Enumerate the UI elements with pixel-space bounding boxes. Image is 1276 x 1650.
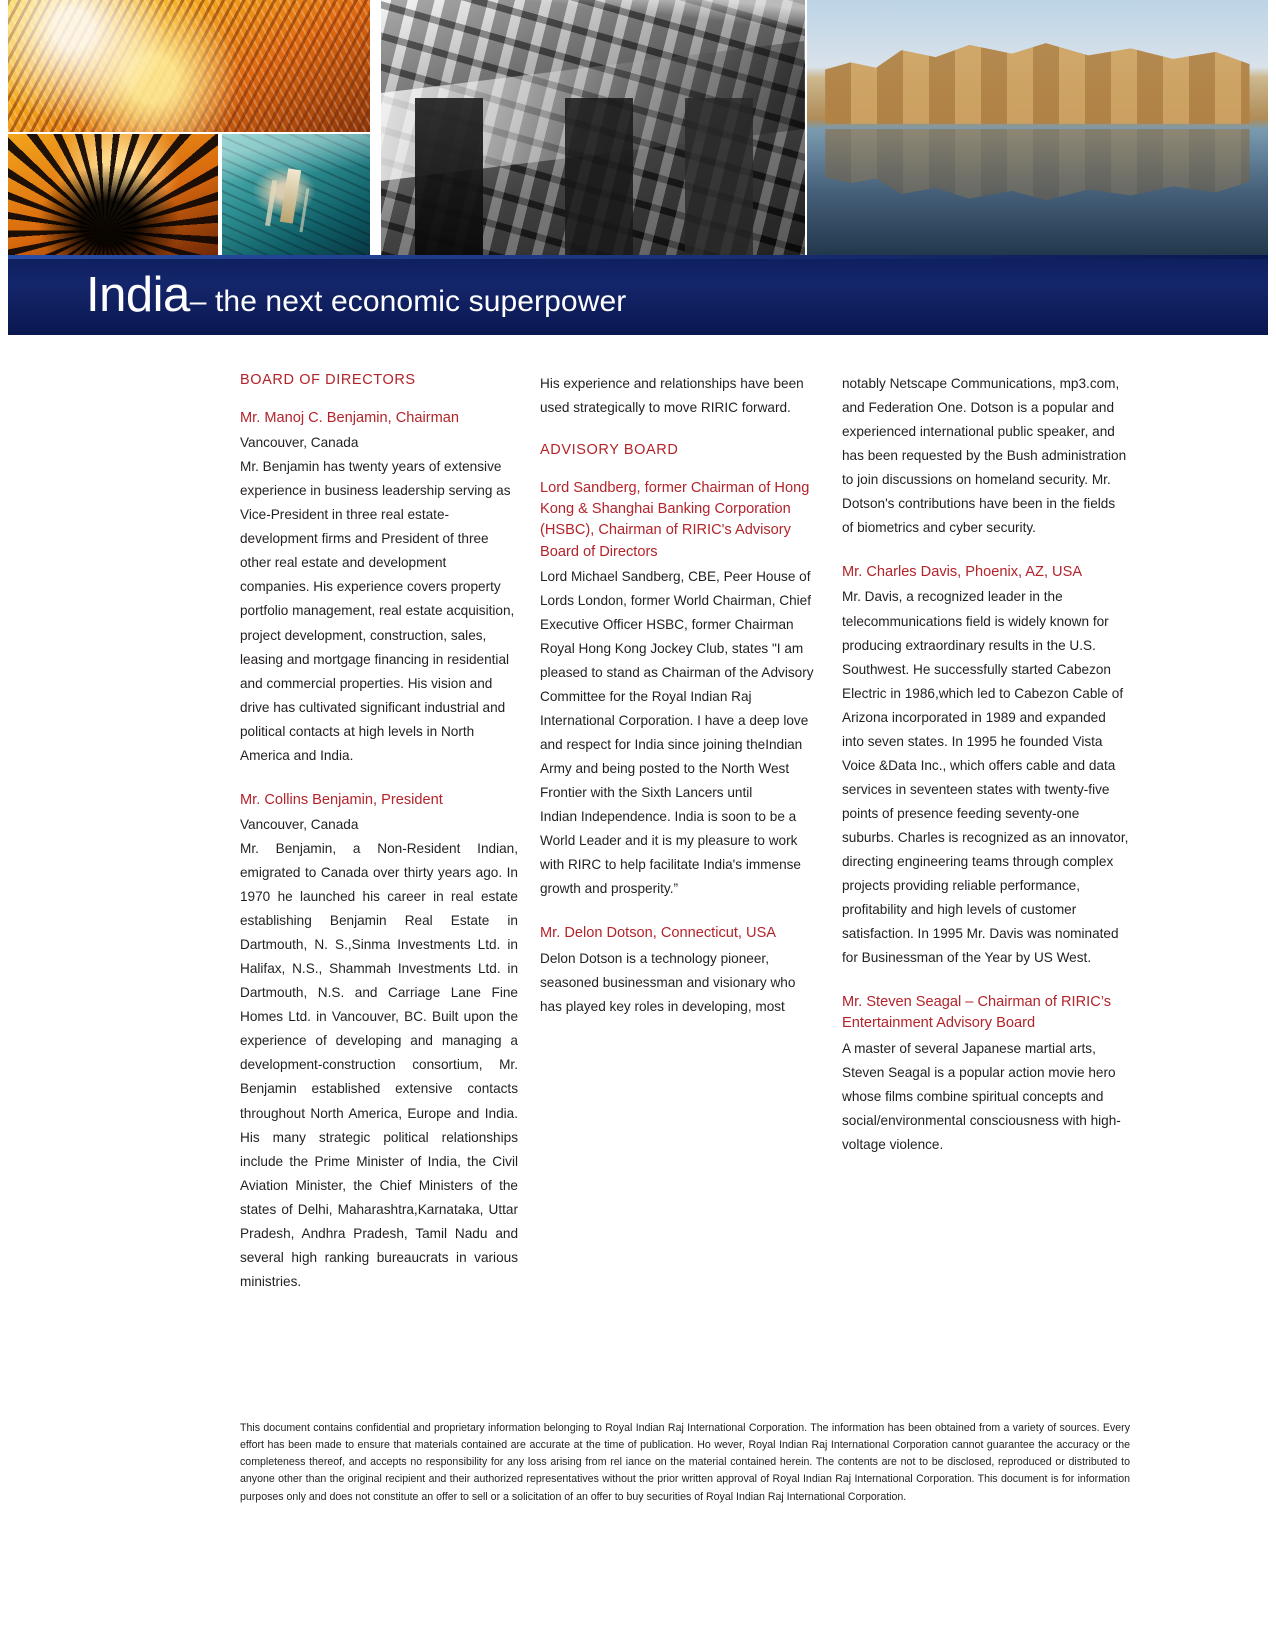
bio-entry-manoj-benjamin	[240, 408, 518, 768]
person-bio-steven-seagal: A master of several Japanese martial arts, Steven Seagal is a popular action movie hero whose films combine spiritual concepts and social/environmental consciousness with high-voltage violence.	[842, 1040, 1121, 1152]
bio-entry-steven-seagal	[842, 992, 1130, 1157]
person-bio-delon-dotson: Delon Dotson is a technology pioneer, seasoned businessman and visionary who has played key roles in developing, most	[540, 950, 796, 1014]
page-title	[86, 267, 626, 323]
person-location-collins-benjamin: Vancouver, Canada	[240, 816, 359, 832]
person-bio-manoj-benjamin: Mr. Benjamin has twenty years of extensive experience in business leadership serving as Vice-President in three real estate-development firms and President of three other real estate and development companies. His experience covers property portfolio management, real estate acquisition, project development, construction, sales, leasing and mortgage financing in residential and commercial properties. His vision and drive has cultivated significant industrial and political contacts at high levels in North America and India.	[240, 459, 515, 763]
person-name-steven-seagal: Mr. Steven Seagal – Chairman of RIRIC’s Entertainment Advisory Board	[842, 994, 1112, 1032]
header-left-photo-group	[8, 0, 379, 258]
section-heading-advisory-board: ADVISORY BOARD	[540, 442, 679, 459]
page-title-main: India	[86, 268, 190, 322]
header-image-strip	[8, 0, 1268, 258]
column-one	[240, 372, 518, 1294]
amber-fort-photo	[807, 0, 1268, 258]
header-right-photo-group	[807, 0, 1268, 258]
bio-entry-delon-dotson	[540, 923, 820, 1018]
column-three	[842, 372, 1130, 1294]
person-bio-lord-sandberg-part2: Indian Independence. India is soon to be a World Leader and it is my pleasure to work with RIRC to help facilitate India's immense growth and prosperity.”	[540, 809, 801, 897]
section-heading-board-of-directors: BOARD OF DIRECTORS	[240, 372, 416, 388]
torch-photo	[222, 134, 370, 258]
continued-text-column-three: notably Netscape Communications, mp3.com, and Federation One. Dotson is a popular and experienced international public speaker, and has been requested by the Bush administration to join discussions on homeland security. Mr. Dotson's contributions have been in the fields of biometrics and cyber security.	[842, 376, 1127, 536]
column-two	[540, 372, 820, 1294]
header-middle-photo-group	[381, 0, 804, 258]
title-band	[8, 255, 1268, 335]
person-bio-charles-davis: Mr. Davis, a recognized leader in the telecommunications field is widely known for producing extraordinary results in the U.S. Southwest. He successfully started Cabezon Electric in 1986,which led to Cabezon Cable of Arizona incorporated in 1989 and expanded into seven states. In 1995 he founded Vista Voice &Data Inc., which offers cable and data services in seventeen states with twenty-five points of presence feeding seventy-one suburbs. Charles is recognized as an innovator, directing engineering teams through complex projects providing reliable performance, profitability and high levels of customer satisfaction. In 1995 Mr. Davis was nominated for Businessman of the Year by US West.	[842, 589, 1129, 966]
person-name-lord-sandberg: Lord Sandberg, former Chairman of Hong Kong & Shanghai Banking Corporation (HSBC), Chairman of RIRIC's Advisory Board of Directors	[540, 480, 810, 560]
bio-entry-charles-davis	[842, 562, 1130, 970]
person-name-collins-benjamin: Mr. Collins Benjamin, President	[240, 791, 443, 808]
person-name-charles-davis: Mr. Charles Davis, Phoenix, AZ, USA	[842, 564, 1083, 581]
page-title-sub: – the next economic superpower	[189, 285, 627, 318]
bio-entry-collins-benjamin	[240, 790, 518, 1294]
person-name-delon-dotson: Mr. Delon Dotson, Connecticut, USA	[540, 925, 777, 942]
footer-disclaimer: This document contains confidential and proprietary information belonging to Royal Indian Raj International Corporation. The information has been obtained from a variety of sources. Every effort has been made to ensure that materials contained are accurate at the time of publication. Ho wever, Royal Indian Raj International Corporation cannot guarantee the accuracy or the completeness thereof, and accepts no responsibility for any loss arising from rel iance on the material contained herein. The contents are not to be disclosed, reproduced or distributed to anyone other than the original recipient and their authorized representatives without the prior written approval of Royal Indian Raj International Corporation. This document is for information purposes only and does not constitute an offer to sell or a solicitation of an offer to buy securities of Royal Indian Raj International Corporation.	[240, 1422, 1130, 1503]
satellite-dish-photo	[8, 134, 218, 258]
bio-entry-lord-sandberg	[540, 478, 820, 901]
title-band-accent	[8, 255, 1268, 259]
overpass-photo	[381, 0, 804, 258]
person-name-manoj-benjamin: Mr. Manoj C. Benjamin, Chairman	[240, 410, 459, 426]
person-location-manoj-benjamin: Vancouver, Canada	[240, 435, 359, 451]
continued-text-column-two: His experience and relationships have been used strategically to move RIRIC forward.	[540, 376, 804, 416]
person-bio-lord-sandberg: Lord Michael Sandberg, CBE, Peer House of Lords London, former World Chairman, Chief Executive Officer HSBC, former Chairman Royal Hong Kong Jockey Club, states "I am pleased to stand as Chairman of the Advisory Committee for the Royal Indian Raj International Corporation. I have a deep love and respect for India since joining theIndian Army and being posted to the North West Frontier with the Sixth Lancers until	[540, 568, 814, 801]
body-content	[240, 372, 1160, 1294]
person-bio-collins-benjamin: Mr. Benjamin, a Non-Resident Indian, emigrated to Canada over thirty years ago. In 1970 he launched his career in real estate establishing Benjamin Real Estate in Dartmouth, N. S.,Sinma Investments Ltd. in Halifax, N.S., Shammah Investments Ltd. in Dartmouth, N.S. and Carriage Lane Fine Homes Ltd. in Vancouver, BC. Built upon the experience of developing and managing a development-construction consortium, Mr. Benjamin established extensive contacts throughout North America, Europe and India. His many strategic political relationships include the Prime Minister of India, the Civil Aviation Minister, the Chief Ministers of the states of Delhi, Maharashtra,Karnataka, Uttar Pradesh, Andhra Pradesh, Tamil Nadu and several high ranking bureaucrats in various ministries.	[240, 841, 518, 1289]
saffron-harvest-photo	[8, 0, 370, 132]
